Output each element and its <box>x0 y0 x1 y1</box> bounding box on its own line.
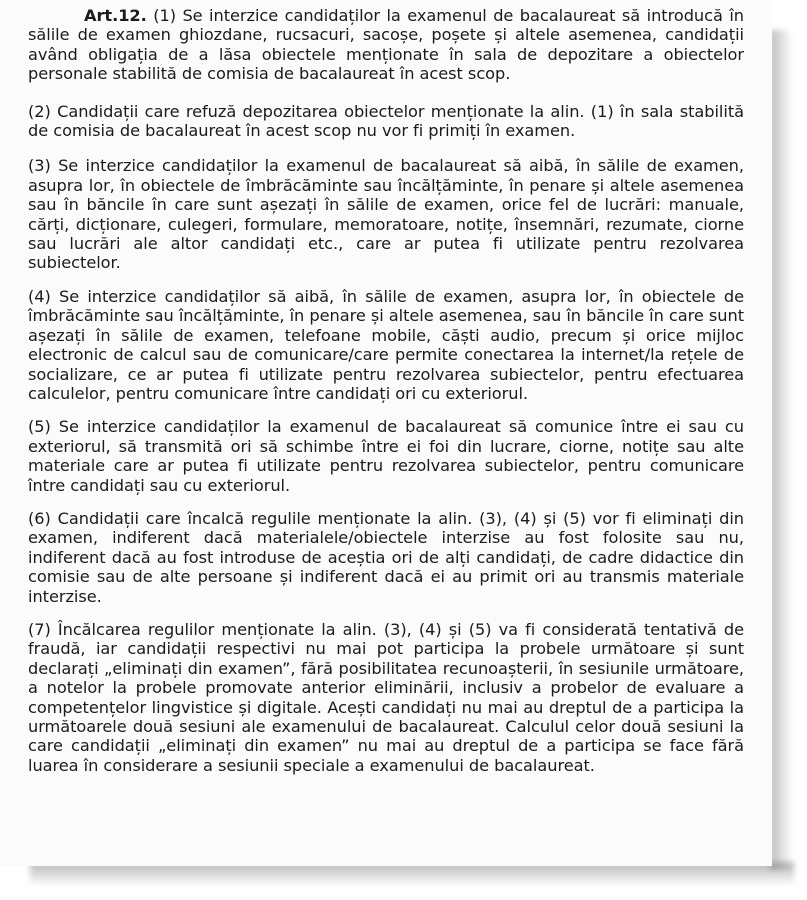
paragraph-4: (4) Se interzice candidaților să aibă, în sălile de examen, asupra lor, în obiectele de îmbrăcăminte sau încălțăminte, în penare și altele asemenea, sau în băncile în care sunt așezați în sălile de examen, telefoane mobile, căști audio, precum și orice mijloc electronic de calcul sau de comunicare/care permite conectarea la internet/la rețele de socializare, ce ar putea fi utilizate pentru rezolvarea subiectelor, pentru efectuarea calculelor, pentru comunicare între candidați ori cu exteriorul. <box>28 286 744 403</box>
paragraph-3: (3) Se interzice candidaților la examenul de bacalaureat să aibă, în sălile de examen, asupra lor, în obiectele de îmbrăcăminte sau încălțăminte, în penare și altele asemenea sau în băncile în care sunt așezați în sălile de examen, orice fel de lucrări: manuale, cărți, dicționare, culegeri, formulare, memoratoare, notițe, însemnări, rezumate, ciorne sau lucrări ale altor candidați etc., care ar putea fi utilizate pentru rezolvarea subiectelor. <box>28 156 744 273</box>
article-label: Art.12. <box>84 6 147 25</box>
paragraph-2: (2) Candidații care refuză depozitarea obiectelor menționate la alin. (1) în sala stabilită de comisia de bacalaureat în acest scop nu vor fi primiți în examen. <box>28 101 744 141</box>
paragraph-5: (5) Se interzice candidaților la examenul de bacalaureat să comunice între ei sau cu exteriorul, să transmită ori să schimbe între ei foi din lucrare, ciorne, notițe sau alte materiale care ar putea fi utilizate pentru rezolvarea subiectelor, pentru comunicare între candidați sau cu exteriorul. <box>28 417 744 495</box>
page-shadow-right <box>770 30 792 870</box>
paragraph-1 <box>28 6 744 84</box>
paragraph-7: (7) Încălcarea regulilor menționate la alin. (3), (4) și (5) va fi considerată tentativă de fraudă, iar candidații respectivi nu mai pot participa la probele următoare și sunt declarați „eliminați din examen”, fără posibilitatea recunoașterii, în sesiunile următoare, a notelor la probele promovate anterior eliminării, inclusiv a probelor de evaluare a competențelor lingvistice și digitale. Acești candidați nu mai au dreptul de a participa la următoarele două sesiuni ale examenului de bacalaureat. Calculul celor două sesiuni la care candidații „eliminați din examen” nu mai au dreptul de a participa se face fără luarea în considerare a sesiunii speciale a examenului de bacalaureat. <box>28 619 744 775</box>
paragraph-1-text: (1) Se interzice candidaților la examenul de bacalaureat să introducă în sălile de examen ghiozdane, rucsacuri, sacoșe, poșete și altele asemenea, candidații având obligația de a lăsa obiectele menționate în sala de depozitare a obiectelor personale stabilită de comisia de bacalaureat în acest scop. <box>28 6 744 84</box>
paragraph-6: (6) Candidații care încalcă regulile menționate la alin. (3), (4) și (5) vor fi eliminați din examen, indiferent dacă materialele/obiectele interzise au fost folosite sau nu, indiferent dacă au fost introduse de aceștia ori de alți candidați, de cadre didactice din comisie sau de alte persoane și indiferent dacă ei au primit ori au transmis materiale interzise. <box>28 508 744 606</box>
